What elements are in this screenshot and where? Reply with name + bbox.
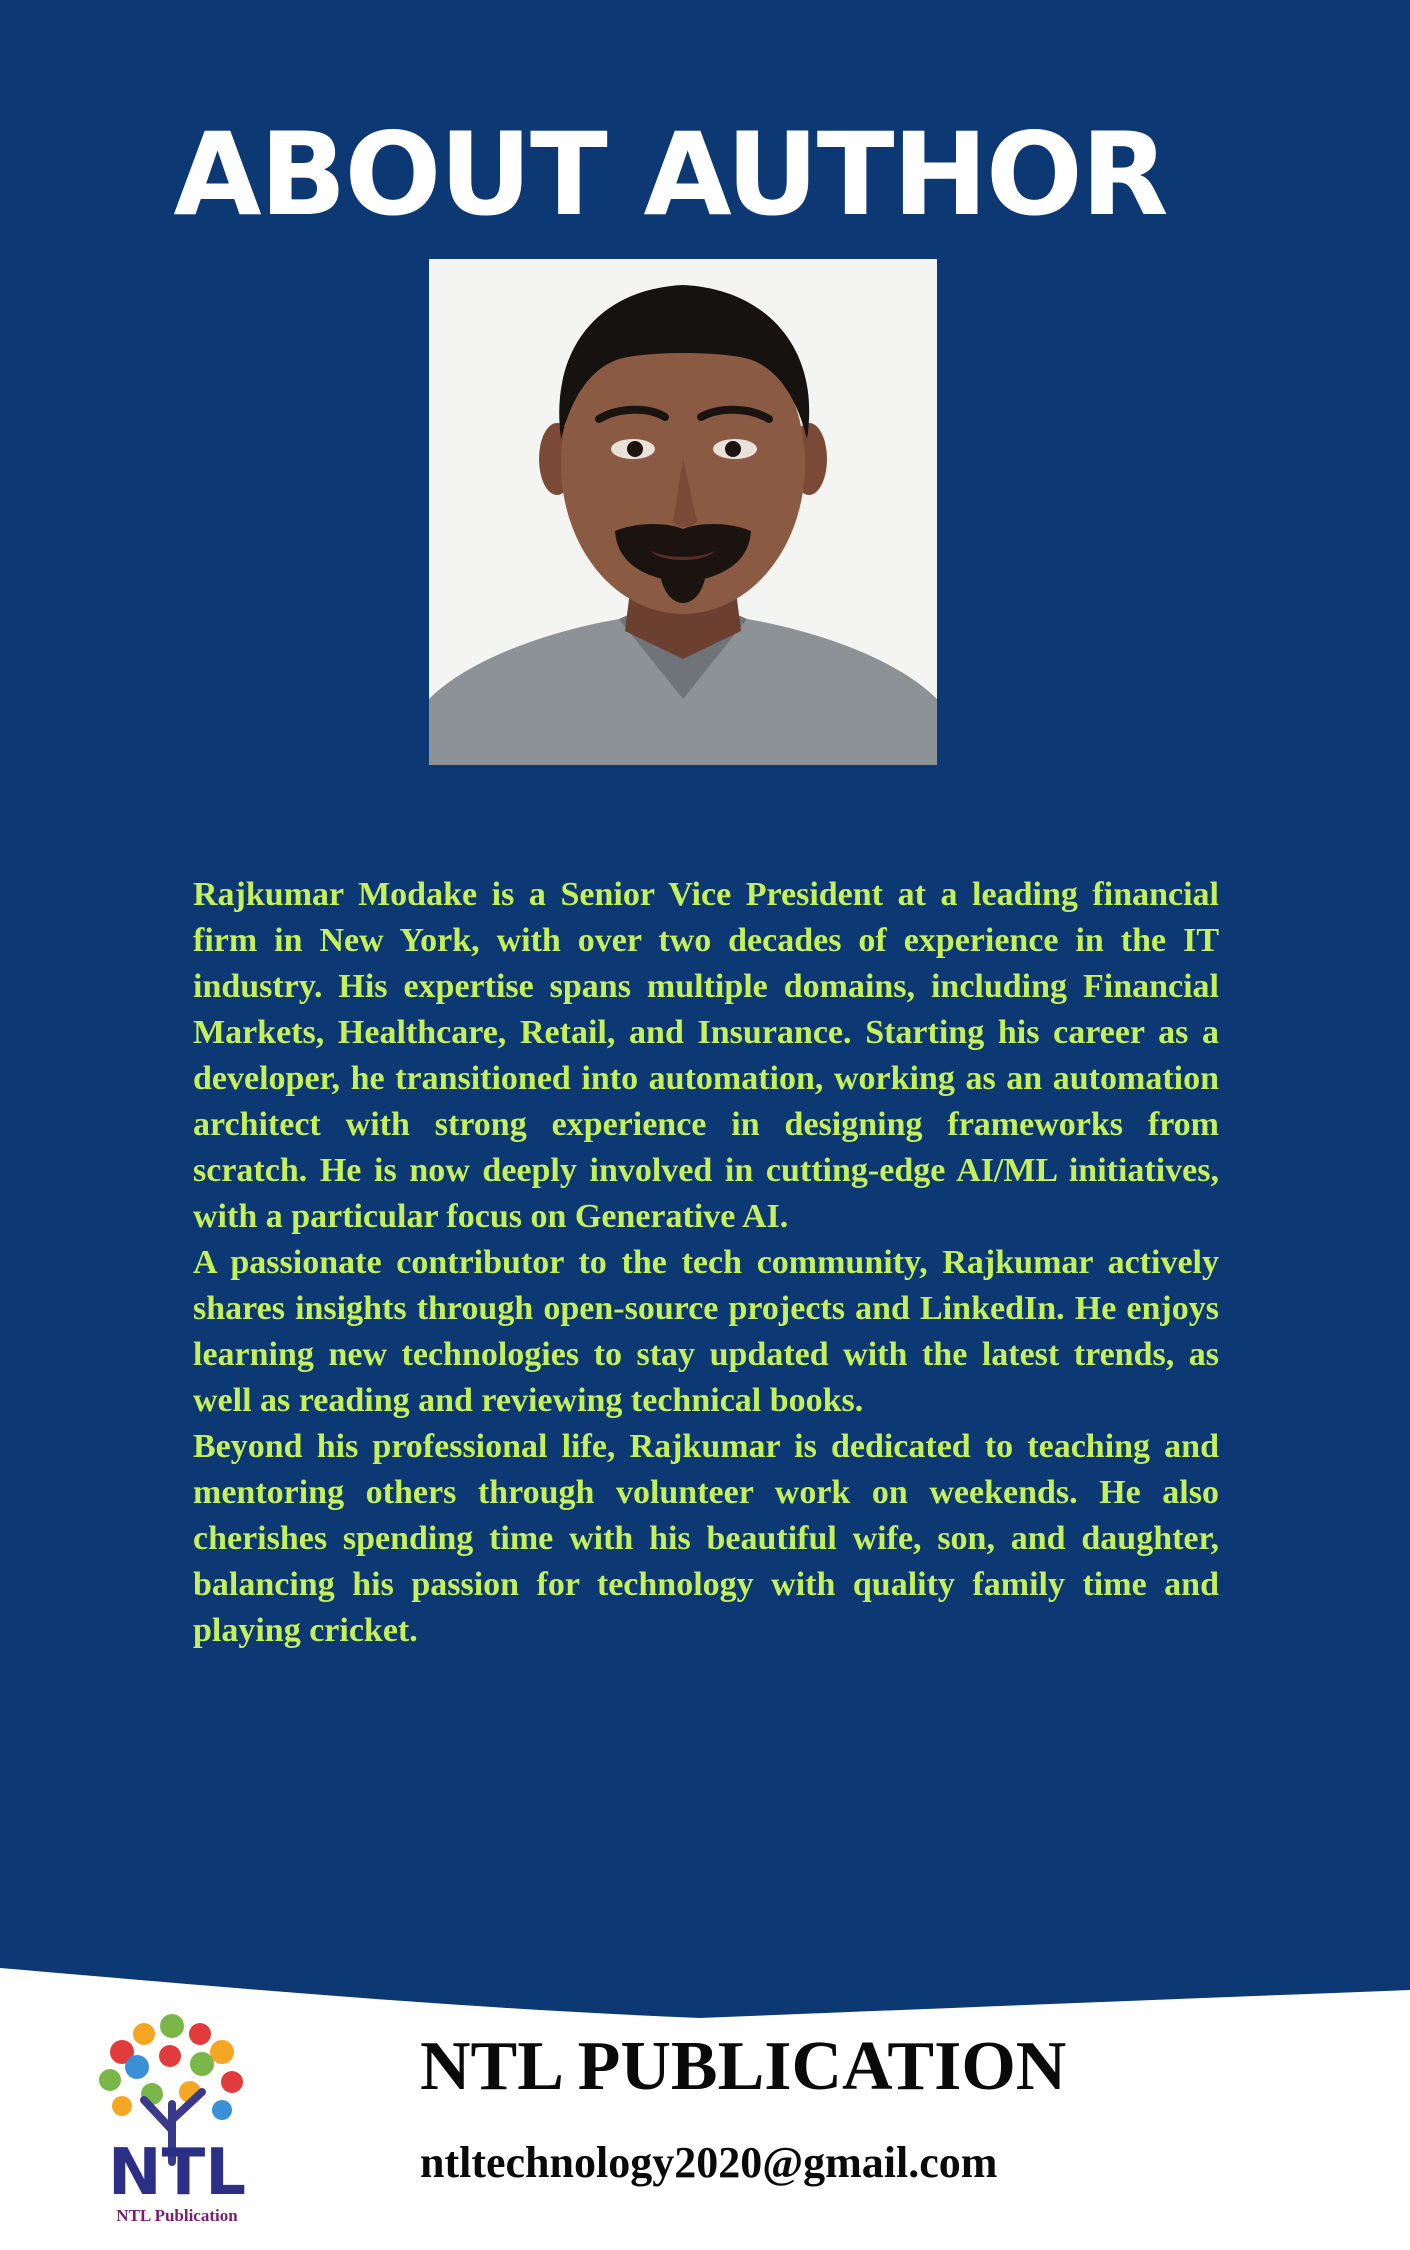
ntl-logo: [82, 2012, 272, 2227]
author-photo: [429, 259, 937, 765]
author-bio: [193, 872, 1219, 1654]
tree-logo-icon: [82, 2012, 272, 2207]
publisher-email[interactable]: ntltechnology2020@gmail.com: [420, 2138, 998, 2187]
bio-paragraph: Rajkumar Modake is a Senior Vice President at a leading financial firm in New York, with over two decades of experience in the IT industry. His expertise spans multiple domains, including Financial Markets, Healthcare, Retail, and Insurance. Starting his career as a developer, he transitioned into automation, working as an automation architect with strong experience in designing frameworks from scratch. He is now deeply involved in cutting-edge AI/ML initiatives, with a particular focus on Generative AI.: [193, 876, 1219, 1235]
page-title: ABOUT AUTHOR: [173, 108, 1167, 241]
bio-paragraph: Beyond his professional life, Rajkumar is dedicated to teaching and mentoring others through volunteer work on weekends. He also cherishes spending time with his beautiful wife, son, and daughter, balancing his passion for technology with quality family time and playing cricket.: [193, 1428, 1219, 1649]
svg-text:NTL: NTL: [108, 2136, 246, 2207]
bio-paragraph: A passionate contributor to the tech community, Rajkumar actively shares insights through open-source projects and LinkedIn. He enjoys learning new technologies to stay updated with the latest trends, as well as reading and reviewing technical books.: [193, 1244, 1219, 1419]
publisher-name: NTL PUBLICATION: [420, 2028, 1067, 2105]
logo-caption: NTL Publication: [116, 2206, 238, 2225]
author-portrait-icon: [429, 259, 937, 765]
